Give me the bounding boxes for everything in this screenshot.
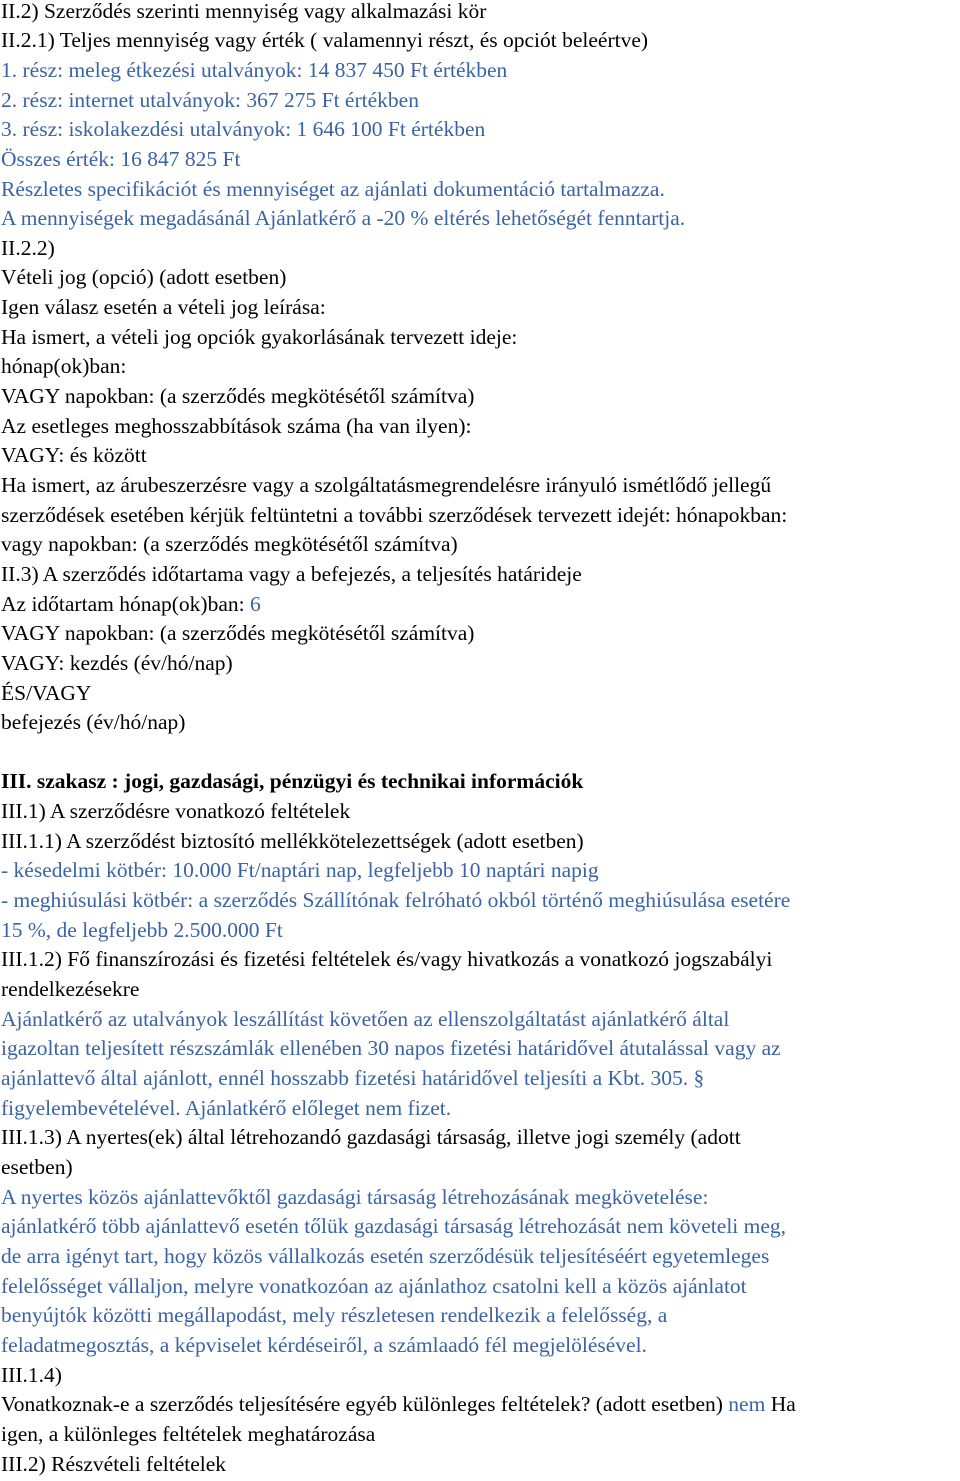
between-label: VAGY: és között <box>1 443 147 467</box>
days-label: VAGY napokban: (a szerződés megkötésétől számítva) <box>1 384 475 408</box>
joint-venture-text-4: felelősséget vállaljon, melyre vonatkozóan az ajánlathoz csatolni kell a közös ajánlatot <box>1 1274 747 1298</box>
failure-penalty-text-1: - meghiúsulási kötbér: a szerződés Szállítónak felróható okból történő meghiúsulása esetére <box>1 888 791 912</box>
section-heading-ii2: II.2) Szerződés szerinti mennyiség vagy alkalmazási kör <box>1 0 487 23</box>
total-value: Összes érték: 16 847 825 Ft <box>1 147 241 171</box>
part-1-value: 1. rész: meleg étkezési utalványok: 14 837 450 Ft értékben <box>1 58 508 82</box>
payment-terms-3: ajánlattevő által ajánlott, ennél hosszabb fizetési határidővel teljesíti a Kbt. 305. § <box>1 1066 705 1090</box>
section-iii-title: III. szakasz : jogi, gazdasági, pénzügyi és technikai információk <box>1 769 584 793</box>
option-right-label: Vételi jog (opció) (adott esetben) <box>1 265 287 289</box>
joint-venture-text-2: ajánlatkérő több ajánlattevő esetén tőlük gazdasági társaság létrehozását nem követeli meg, <box>1 1214 787 1238</box>
special-conditions-answer: nem <box>728 1392 766 1416</box>
end-date-label: befejezés (év/hó/nap) <box>1 710 186 734</box>
recurring-contracts-text-3: vagy napokban: (a szerződés megkötésétől számítva) <box>1 532 458 556</box>
part-3-value: 3. rész: iskolakezdési utalványok: 1 646 100 Ft értékben <box>1 117 486 141</box>
part-2-value: 2. rész: internet utalványok: 367 275 Ft értékben <box>1 88 419 112</box>
section-heading-iii13-1: III.1.3) A nyertes(ek) által létrehozandó gazdasági társaság, illetve jogi személy (adott <box>1 1125 741 1149</box>
section-heading-ii22: II.2.2) <box>1 236 55 260</box>
recurring-contracts-text-1: Ha ismert, az árubeszerzésre vagy a szolgáltatásmegrendelésre irányuló ismétlődő jellegű <box>1 473 772 497</box>
special-conditions-if: Ha <box>765 1392 796 1416</box>
option-description-label: Igen válasz esetén a vételi jog leírása: <box>1 295 326 319</box>
special-conditions-question: Vonatkoznak-e a szerződés teljesítésére egyéb különleges feltételek? (adott esetben) <box>1 1392 729 1416</box>
duration-value: 6 <box>249 592 261 616</box>
payment-terms-1: Ajánlatkérő az utalványok leszállítást követően az ellenszolgáltatást ajánlatkérő által <box>1 1007 730 1031</box>
section-heading-iii2: III.2) Részvételi feltételek <box>1 1452 227 1476</box>
section-heading-iii14: III.1.4) <box>1 1363 62 1387</box>
joint-venture-text-3: de arra igényt tart, hogy közös vállalkozás esetén szerződésük teljesítéséért egyetemleges <box>1 1244 770 1268</box>
special-conditions-definition: igen, a különleges feltételek meghatározása <box>1 1422 376 1446</box>
section-heading-ii3: II.3) A szerződés időtartama vagy a befejezés, a teljesítés határideje <box>1 562 582 586</box>
section-heading-iii13-2: esetben) <box>1 1155 73 1179</box>
section-heading-iii12-2: rendelkezésekre <box>1 977 140 1001</box>
duration-line <box>1 591 261 617</box>
special-conditions-line <box>1 1391 796 1417</box>
duration-days-label: VAGY napokban: (a szerződés megkötésétől számítva) <box>1 621 475 645</box>
option-timing-label: Ha ismert, a vételi jog opciók gyakorlásának tervezett ideje: <box>1 325 518 349</box>
recurring-contracts-text-2: szerződések esetében kérjük feltüntetni a további szerződések tervezett idejét: hónapokban: <box>1 503 788 527</box>
start-date-label: VAGY: kezdés (év/hó/nap) <box>1 651 233 675</box>
joint-venture-text-1: A nyertes közös ajánlattevőktől gazdasági társaság létrehozásának megkövetelése: <box>1 1185 709 1209</box>
payment-terms-4: figyelembevételével. Ajánlatkérő előleget nem fizet. <box>1 1096 452 1120</box>
extensions-label: Az esetleges meghosszabbítások száma (ha van ilyen): <box>1 414 472 438</box>
months-label: hónap(ok)ban: <box>1 354 127 378</box>
section-heading-iii11: III.1.1) A szerződést biztosító mellékkötelezettségek (adott esetben) <box>1 829 584 853</box>
section-heading-iii1: III.1) A szerződésre vonatkozó feltételek <box>1 799 351 823</box>
section-heading-ii21: II.2.1) Teljes mennyiség vagy érték ( valamennyi részt, és opciót beleértve) <box>1 28 649 52</box>
duration-label: Az időtartam hónap(ok)ban: <box>1 592 250 616</box>
quantity-deviation-note: A mennyiségek megadásánál Ajánlatkérő a -20 % eltérés lehetőségét fenntartja. <box>1 206 686 230</box>
specification-note: Részletes specifikációt és mennyiséget az ajánlati dokumentáció tartalmazza. <box>1 177 665 201</box>
failure-penalty-text-2: 15 %, de legfeljebb 2.500.000 Ft <box>1 918 283 942</box>
section-heading-iii12-1: III.1.2) Fő finanszírozási és fizetési feltételek és/vagy hivatkozás a vonatkozó jogszabályi <box>1 947 773 971</box>
late-penalty-text: - késedelmi kötbér: 10.000 Ft/naptári nap, legfeljebb 10 naptári napig <box>1 858 599 882</box>
payment-terms-2: igazoltan teljesített részszámlák ellenében 30 napos fizetési határidővel átutalással vagy az <box>1 1036 781 1060</box>
joint-venture-text-6: feladatmegosztás, a képviselet kérdéseiről, a számlaadó fél megjelölésével. <box>1 1333 647 1357</box>
joint-venture-text-5: benyújtók közötti megállapodást, mely részletesen rendelkezik a felelősség, a <box>1 1303 668 1327</box>
and-or-label: ÉS/VAGY <box>1 681 92 705</box>
